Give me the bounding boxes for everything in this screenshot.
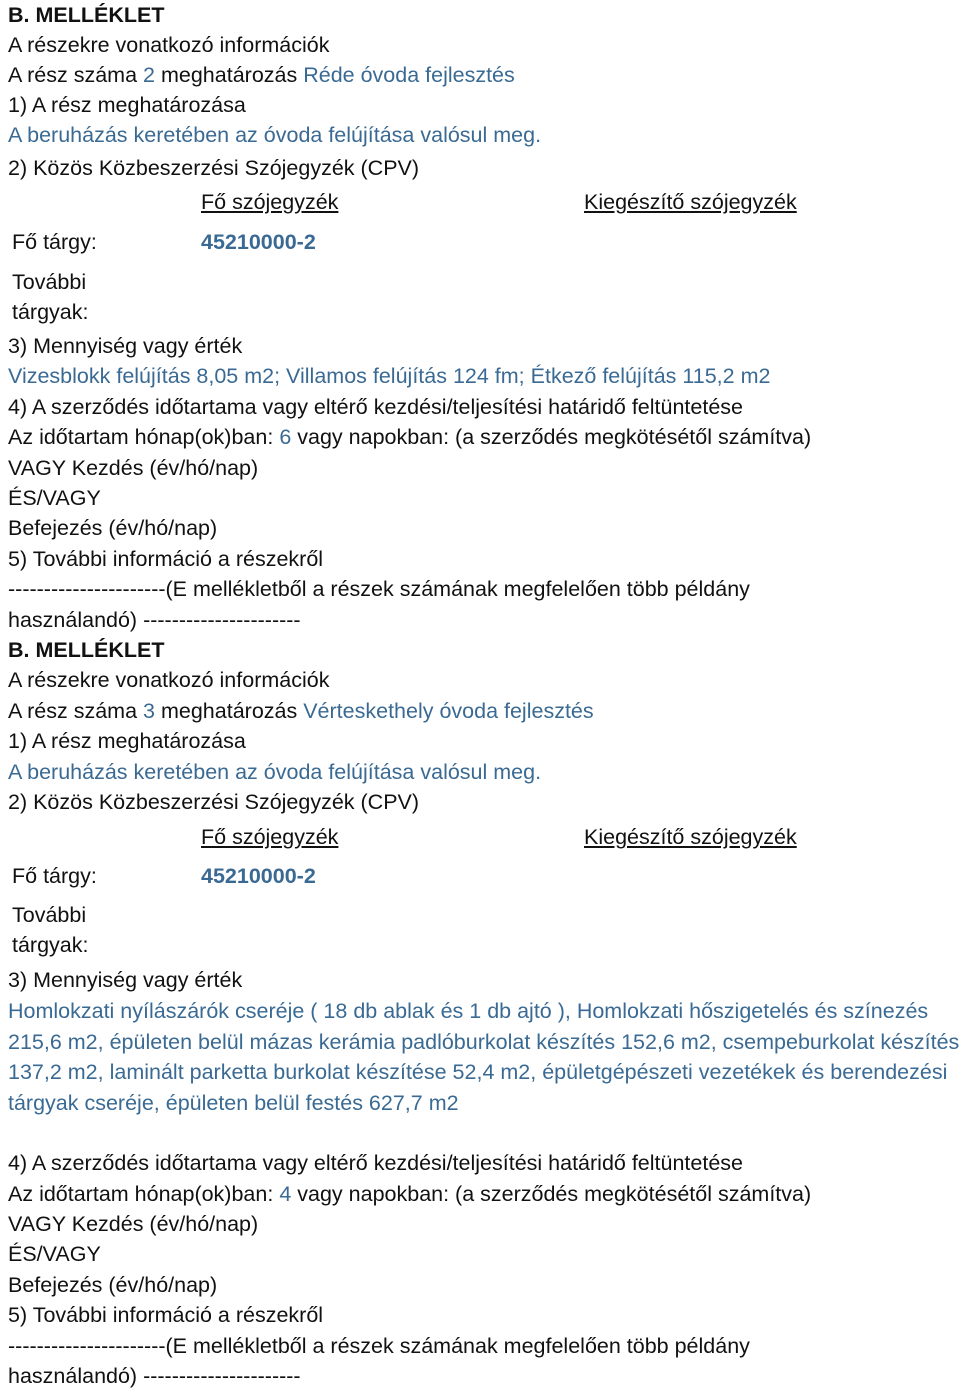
end-date-label: Befejezés (év/hó/nap) bbox=[8, 516, 218, 540]
start-date-label: VAGY Kezdés (év/hó/nap) bbox=[8, 456, 259, 480]
other-subjects-label-cont: tárgyak: bbox=[12, 933, 89, 957]
section2-title: 2) Közös Közbeszerzési Szójegyzék (CPV) bbox=[8, 790, 420, 814]
footer-note-cont: használandó) ---------------------- bbox=[8, 1364, 301, 1388]
and-or-label: ÉS/VAGY bbox=[8, 486, 101, 510]
section2-title: 2) Közös Közbeszerzési Szójegyzék (CPV) bbox=[8, 156, 420, 180]
part-number-label: A rész száma bbox=[8, 63, 138, 87]
duration-suffix: vagy napokban: (a szerződés megkötésétől számítva) bbox=[297, 425, 812, 449]
duration-label: Az időtartam hónap(ok)ban: bbox=[8, 425, 274, 449]
section1-text: A beruházás keretében az óvoda felújítása valósul meg. bbox=[8, 123, 542, 147]
section5-title: 5) További információ a részekről bbox=[8, 1303, 324, 1327]
duration-months: 6 bbox=[279, 425, 292, 449]
cpv-supplementary-header: Kiegészítő szójegyzék bbox=[584, 190, 797, 214]
annex-subheading: A részekre vonatkozó információk bbox=[8, 33, 330, 57]
main-subject-code: 45210000-2 bbox=[201, 230, 316, 254]
section1-title: 1) A rész meghatározása bbox=[8, 93, 246, 117]
section3-text: Homlokzati nyílászárók cseréje ( 18 db ablak és 1 db ajtó ), Homlokzati hőszigetelés és színezés 215,6 m2, épületen belül mázas kerámia padlóburkolat készítés 152,6 m2, csempeburkolat készítés 137,2 m2, laminált parketta burkolat készítése 52,4 m2, épületgépészeti vezetékek és berendezési tárgyak cseréje, épületen belül festés 627,7 m2 bbox=[8, 999, 960, 1115]
start-date-label: VAGY Kezdés (év/hó/nap) bbox=[8, 1212, 259, 1236]
duration-line bbox=[8, 1179, 811, 1209]
part-number-line bbox=[8, 696, 594, 726]
section3-title: 3) Mennyiség vagy érték bbox=[8, 968, 243, 992]
section1-text: A beruházás keretében az óvoda felújítása valósul meg. bbox=[8, 760, 542, 784]
main-subject-label: Fő tárgy: bbox=[12, 864, 97, 888]
other-subjects-label: További bbox=[12, 270, 87, 294]
part-number-value: 2 bbox=[143, 63, 155, 87]
part-number-line bbox=[8, 60, 515, 90]
duration-months: 4 bbox=[279, 1182, 292, 1206]
main-subject-label: Fő tárgy: bbox=[12, 230, 97, 254]
definition-value: Réde óvoda fejlesztés bbox=[303, 63, 515, 87]
section5-title: 5) További információ a részekről bbox=[8, 547, 324, 571]
footer-note: ----------------------(E mellékletből a részek számának megfelelően több példány bbox=[8, 1334, 750, 1358]
other-subjects-label-cont: tárgyak: bbox=[12, 300, 89, 324]
annex-subheading: A részekre vonatkozó információk bbox=[8, 668, 330, 692]
annex-heading: B. MELLÉKLET bbox=[8, 638, 165, 662]
duration-line bbox=[8, 422, 811, 452]
annex-heading: B. MELLÉKLET bbox=[8, 3, 165, 27]
other-subjects-label: További bbox=[12, 903, 87, 927]
section1-title: 1) A rész meghatározása bbox=[8, 729, 246, 753]
part-number-value: 3 bbox=[143, 699, 155, 723]
definition-label: meghatározás bbox=[160, 63, 298, 87]
cpv-main-header: Fő szójegyzék bbox=[201, 825, 339, 849]
section4-title: 4) A szerződés időtartama vagy eltérő kezdési/teljesítési határidő feltüntetése bbox=[8, 1151, 743, 1175]
definition-value: Vérteskethely óvoda fejlesztés bbox=[303, 699, 594, 723]
main-subject-code: 45210000-2 bbox=[201, 864, 316, 888]
and-or-label: ÉS/VAGY bbox=[8, 1242, 101, 1266]
section3-title: 3) Mennyiség vagy érték bbox=[8, 334, 243, 358]
section4-title: 4) A szerződés időtartama vagy eltérő kezdési/teljesítési határidő feltüntetése bbox=[8, 395, 743, 419]
footer-note: ----------------------(E mellékletből a részek számának megfelelően több példány bbox=[8, 577, 750, 601]
definition-label: meghatározás bbox=[160, 699, 298, 723]
annex-part-section bbox=[0, 0, 960, 690]
cpv-supplementary-header: Kiegészítő szójegyzék bbox=[584, 825, 797, 849]
duration-suffix: vagy napokban: (a szerződés megkötésétől számítva) bbox=[297, 1182, 812, 1206]
end-date-label: Befejezés (év/hó/nap) bbox=[8, 1273, 218, 1297]
cpv-main-header: Fő szójegyzék bbox=[201, 190, 339, 214]
annex-part-section bbox=[0, 635, 960, 1388]
footer-note-cont: használandó) ---------------------- bbox=[8, 608, 301, 632]
part-number-label: A rész száma bbox=[8, 699, 138, 723]
section3-text: Vizesblokk felújítás 8,05 m2; Villamos felújítás 124 fm; Étkező felújítás 115,2 m2 bbox=[8, 364, 771, 388]
duration-label: Az időtartam hónap(ok)ban: bbox=[8, 1182, 274, 1206]
